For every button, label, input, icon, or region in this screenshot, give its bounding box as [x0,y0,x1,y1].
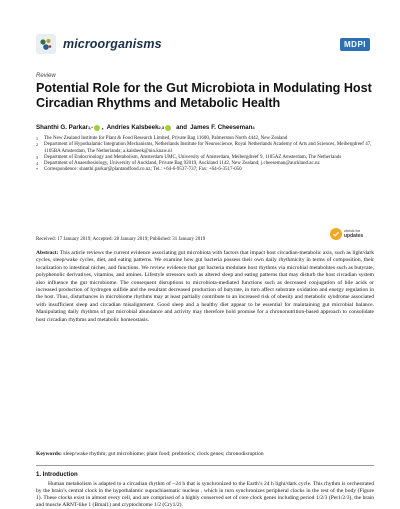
author-name: James F. Cheeseman [190,124,253,131]
publication-dates: Received: 17 January 2019; Accepted: 28 January 2019; Published: 31 January 2019 [36,237,206,242]
journal-header [36,34,162,54]
article-title: Potential Role for the Gut Microbiota in Modulating Host Circadian Rhythms and Metabolic Health [36,81,372,110]
author-affiliation-mark: 4 [252,125,255,130]
mdpi-logo-icon: MDPI [340,38,370,51]
author-affiliation-mark: 2,3 [158,125,165,130]
affiliation-number: 2 [36,142,38,148]
check-updates-icon [330,228,342,240]
check-updates-line2: updates [344,233,364,239]
author-separator: and [176,124,188,131]
keywords-label: Keywords: [36,451,62,457]
affiliation-number: 1 [36,136,38,141]
author-list [36,124,376,131]
correspondence-text: Correspondence: shanthi.parkar@plantandfood.co.nz; Tel.: +64-6-9537-737; Fax: +64-6-3517-050 [44,167,242,173]
check-for-updates-button[interactable] [330,228,363,240]
affiliation-text: Department of Anaesthesiology, University of Auckland, Private Bag 92019, Auckland 1142, New Zealand; j.cheeseman@auckland.ac.nz [44,161,320,167]
section-title: 1. Introduction [36,472,78,478]
affiliation-text: The New Zealand Institute for Plant & Food Research Limited, Private Bag 11600, Palmerston North 4442, New Zealand [44,136,288,141]
correspondence-item [36,167,376,173]
abstract-label: Abstract: [36,250,59,256]
check-updates-line1: check for [344,228,361,234]
author-name: Andries Kalsbeek [106,124,159,131]
abstract-text: This article reviews the current evidence associating gut microbiota with factors that impact host circadian-metabolic axis, such as light/dark cycles, sleep/wake cycles, diet, and eating patterns. We examine how gut bacteria possess their own daily rhythmicity in terms of composition, their localization to intestinal niches, and functions. We review evidence that gut bacteria modulate host rhythms via microbial metabolites such as butyrate, polyphenolic derivatives, vitamins, and amines. Lifestyle stressors such as altered sleep and eating patterns that may disturb the host circadian system also influence the gut microbiome. The consequent disruptions to microbiota-mediated functions such as decreased conjugation of bile acids or increased production of hydrogen sulfide and the resultant decreased production of butyrate, in turn affect substrate oxidation and energy regulation in the host. Thus, disturbances in microbiome rhythms may at least partially contribute to an increased risk of obesity and metabolic syndrome associated with insufficient sleep and circadian misalignment. Good sleep and a healthy diet appear to be essential for maintaining gut microbial balance. Manipulating daily rhythms of gut microbial abundance and activity may therefore hold promise for a chrononutrition-based approach to consolidate host circadian rhythms and metabolic homeostasis. [36,250,375,323]
author-name: Shanthi G. Parkar [36,124,88,131]
author-affiliation-mark: 1,* [87,125,93,130]
article-type: Review [36,73,56,79]
affiliation-text: Department of Endocrinology and Metabolism, Amsterdam UMC, University of Amsterdam, Meibergdreef 9, 1105AZ Amsterdam, The Netherlands [44,154,342,160]
journal-name: microorganisms [63,37,162,51]
abstract [36,250,374,324]
author-separator: , [101,124,104,131]
orcid-icon[interactable] [94,125,100,131]
introduction-text: Human metabolism is adapted to a circadian rhythm of ~24 h that is synchronized to the Earth’s 24 h light/dark cycle. This rhythm is orchestrated by the brain’s central clock in the hypothalamic suprachiasmatic nucleus , which in turn synchronizes peripheral clocks in the rest of the body (Figure 1). These clocks exist in almost every cell, and are comprised of a highly conserved set of core clock genes including period 1/2/3 (Per1/2/3), the brain and muscle ARNT-like 1 (Bmal1) and cryptochrome 1/2 (Cry1/2). [36,481,374,509]
orcid-icon[interactable] [165,125,171,131]
affiliation-number: 4 [36,161,38,167]
keywords [36,451,374,457]
affiliation-number: * [36,167,38,173]
check-updates-label [344,229,363,238]
keywords-text: sleep/wake rhythm; gut microbiome; plant food; prebiotics; clock genes; chronodisruption [63,451,264,457]
publisher-logo [340,38,370,51]
section-divider [36,465,374,466]
affiliation-item [36,142,376,155]
affiliation-text: Department of Hypothalamic Integration Mechanisms, Netherlands Institute for Neuroscience, Royal Netherlands Academy of Arts and Sciences, Meibergdreef 47, 1105BA Amsterdam, The Netherlands; a.kalsbeek@nin.knaw.nl [44,142,372,154]
microbe-logo-icon [36,34,56,54]
affiliation-number: 3 [36,154,38,160]
affiliation-list [36,136,376,174]
